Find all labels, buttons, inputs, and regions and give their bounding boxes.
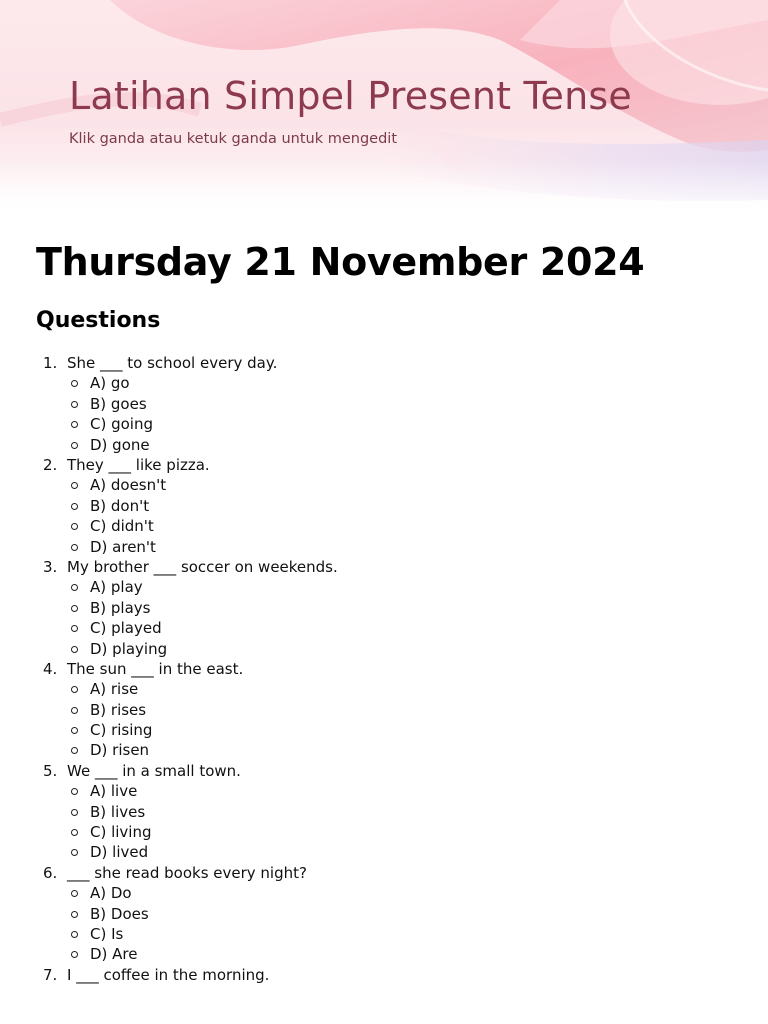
answer-option	[0, 700, 338, 720]
answer-option	[0, 679, 338, 699]
circle-bullet-icon	[71, 401, 78, 408]
circle-bullet-icon	[71, 809, 78, 816]
circle-bullet-icon	[71, 849, 78, 856]
answer-option	[0, 475, 338, 495]
answer-option	[0, 842, 338, 862]
circle-bullet-icon	[71, 747, 78, 754]
circle-bullet-icon	[71, 951, 78, 958]
question-text: They ___ like pizza.	[67, 455, 210, 474]
answer-option-text: B) plays	[90, 598, 151, 617]
circle-bullet-icon	[71, 646, 78, 653]
question-text: She ___ to school every day.	[67, 354, 278, 372]
question-item	[0, 965, 338, 985]
answer-option-text: A) rise	[90, 680, 139, 699]
question-list	[0, 353, 338, 985]
document-title: Latihan Simpel Present Tense	[69, 74, 632, 118]
circle-bullet-icon	[71, 442, 78, 449]
answer-option-text: D) playing	[90, 639, 168, 658]
circle-bullet-icon	[71, 625, 78, 632]
answer-option	[0, 618, 338, 638]
question-item	[0, 863, 338, 965]
answer-option-text: A) doesn't	[90, 476, 167, 495]
circle-bullet-icon	[71, 544, 78, 551]
answer-option	[0, 740, 338, 760]
answer-option	[0, 781, 338, 801]
question-number: 7.	[43, 965, 58, 984]
answer-option-text: B) Does	[90, 904, 149, 923]
answer-option	[0, 373, 338, 393]
date-heading: Thursday 21 November 2024	[36, 240, 645, 284]
question-number: 6.	[43, 863, 58, 882]
question-number: 4.	[43, 659, 58, 678]
question-text: ___ she read books every night?	[67, 863, 307, 882]
answer-option	[0, 496, 338, 516]
answer-option	[0, 822, 338, 842]
answer-option-text: A) Do	[90, 884, 132, 903]
question-item	[0, 353, 338, 455]
circle-bullet-icon	[71, 503, 78, 510]
circle-bullet-icon	[71, 788, 78, 795]
answer-option-text: B) lives	[90, 802, 146, 821]
answer-option-text: C) living	[90, 823, 152, 842]
answer-option-text: D) aren't	[90, 537, 156, 556]
answer-option	[0, 924, 338, 944]
answer-option	[0, 537, 338, 557]
question-text: The sun ___ in the east.	[67, 659, 244, 678]
answer-option	[0, 516, 338, 536]
question-item	[0, 761, 338, 863]
question-text: My brother ___ soccer on weekends.	[67, 557, 338, 576]
answer-option-text: D) lived	[90, 843, 149, 862]
answer-option-text: D) risen	[90, 741, 150, 760]
option-list	[0, 373, 338, 455]
answer-option	[0, 904, 338, 924]
answer-option-text: C) going	[90, 415, 153, 434]
question-number: 2.	[43, 455, 58, 474]
section-title: Questions	[36, 308, 161, 333]
question-number: 3.	[43, 557, 58, 576]
answer-option-text: D) gone	[90, 435, 150, 454]
circle-bullet-icon	[71, 380, 78, 387]
question-item	[0, 455, 338, 557]
circle-bullet-icon	[71, 829, 78, 836]
circle-bullet-icon	[71, 605, 78, 612]
circle-bullet-icon	[71, 890, 78, 897]
answer-option	[0, 883, 338, 903]
answer-option-text: A) play	[90, 578, 143, 597]
answer-option-text: C) rising	[90, 721, 153, 740]
question-text: I ___ coffee in the morning.	[67, 965, 270, 984]
circle-bullet-icon	[71, 523, 78, 530]
answer-option	[0, 802, 338, 822]
answer-option-text: A) live	[90, 782, 138, 801]
answer-option	[0, 720, 338, 740]
circle-bullet-icon	[71, 482, 78, 489]
circle-bullet-icon	[71, 584, 78, 591]
header-banner	[0, 0, 768, 218]
circle-bullet-icon	[71, 421, 78, 428]
answer-option-text: D) Are	[90, 945, 138, 964]
edit-hint-text: Klik ganda atau ketuk ganda untuk mengedit	[69, 131, 398, 147]
circle-bullet-icon	[71, 686, 78, 693]
option-list	[0, 577, 338, 659]
answer-option	[0, 435, 338, 455]
answer-option-text: B) rises	[90, 700, 147, 719]
answer-option-text: B) goes	[90, 394, 147, 413]
answer-option	[0, 598, 338, 618]
answer-option-text: C) didn't	[90, 517, 154, 536]
answer-option	[0, 414, 338, 434]
option-list	[0, 883, 338, 965]
question-number: 5.	[43, 761, 58, 780]
answer-option	[0, 394, 338, 414]
answer-option-text: B) don't	[90, 496, 150, 515]
question-number: 1.	[43, 354, 58, 372]
option-list	[0, 475, 338, 557]
answer-option	[0, 944, 338, 964]
answer-option	[0, 639, 338, 659]
circle-bullet-icon	[71, 707, 78, 714]
question-item	[0, 659, 338, 761]
option-list	[0, 679, 338, 761]
option-list	[0, 781, 338, 863]
answer-option	[0, 577, 338, 597]
question-item	[0, 557, 338, 659]
question-text: We ___ in a small town.	[67, 761, 241, 780]
answer-option-text: C) played	[90, 619, 162, 638]
answer-option-text: C) Is	[90, 925, 124, 944]
circle-bullet-icon	[71, 931, 78, 938]
circle-bullet-icon	[71, 911, 78, 918]
circle-bullet-icon	[71, 727, 78, 734]
answer-option-text: A) go	[90, 374, 130, 393]
